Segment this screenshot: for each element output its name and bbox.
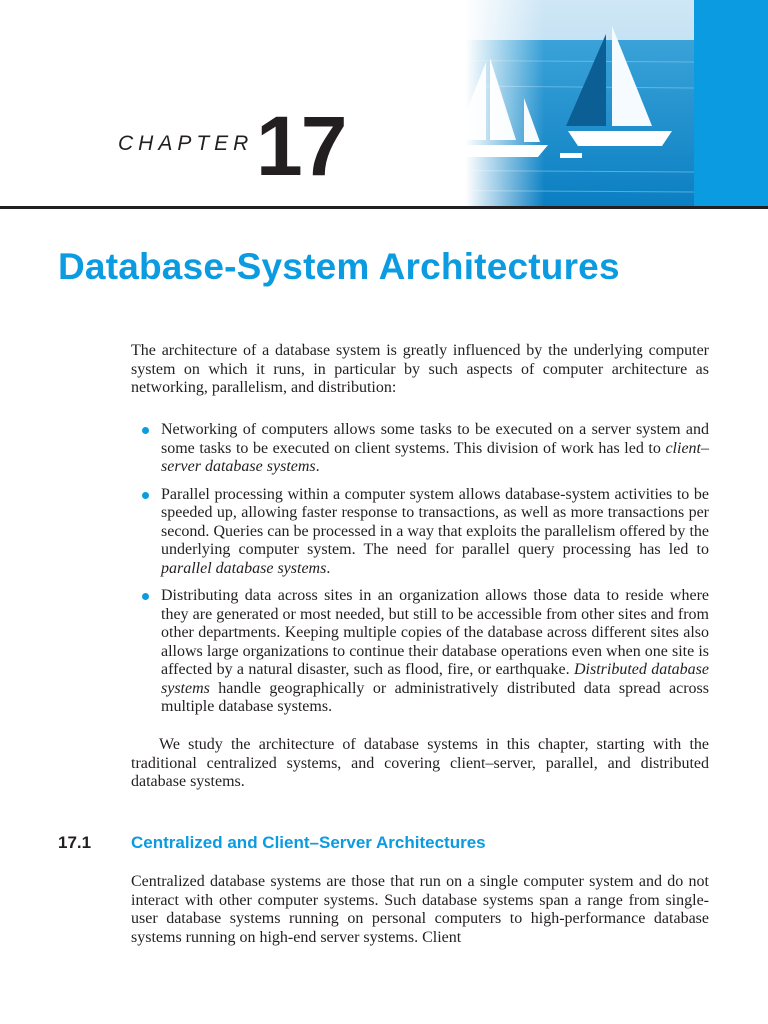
chapter-title: Database-System Architectures: [58, 246, 620, 287]
sailboats-photo: [0, 0, 768, 206]
bullet-text: Parallel processing within a computer system allows database-system activities to be speeded up, allowing faster response to transactions, as well as more transactions per second. Queries can be processed in a way that exploits the parallelism offered by the underlying computer system. The need for parallel query processing has led to: [161, 485, 709, 558]
overview-paragraph: We study the architecture of database systems in this chapter, starting with the traditional centralized systems, and covering client–server, parallel, and distributed database systems.: [131, 736, 709, 790]
bullet-term: Distributed database systems: [161, 661, 709, 697]
chapter-tab-bar: [694, 0, 768, 206]
intro-paragraph: The architecture of a database system is greatly influenced by the underlying computer system on which it runs, in particular by such aspects of computer architecture as networking, parallelism, and distribution:: [131, 342, 709, 396]
header-rule: [0, 206, 768, 209]
bullet-text-end: handle geographically or administratively distributed data spread across multiple database systems.: [161, 679, 709, 715]
chapter-number: 17: [256, 99, 346, 193]
section-title: Centralized and Client–Server Architectures: [131, 833, 486, 852]
section-number: 17.1: [58, 833, 92, 852]
bullet-text-end: .: [315, 458, 320, 475]
bullet-item-distributed: [161, 587, 709, 717]
bullet-text: Networking of computers allows some tasks to be executed on a server system and some tasks to be executed on client systems. This division of work has led to: [161, 421, 709, 457]
chapter-label: CHAPTER: [118, 132, 254, 155]
bullet-list: [161, 421, 709, 726]
bullet-dot-icon: [142, 427, 149, 434]
bullet-text-end: .: [326, 559, 331, 577]
bullet-term: client–server database systems: [161, 439, 709, 475]
bullet-text: Distributing data across sites in an organization allows those data to reside where they are generated or most needed, but still to be accessible from other sites and from other departments. Keeping multiple copies of the database across different sites also allows large organizations to continue their database operations even when one site is affected by a natural disaster, such as flood, fire, or earthquake.: [161, 587, 709, 678]
bullet-dot-icon: [142, 492, 149, 499]
section-paragraph: Centralized database systems are those that run on a single computer system and do not interact with other computer systems. Such database systems span a range from single-user database systems running on personal computers to high-performance database systems running on high-end server systems. Client: [131, 873, 709, 946]
bullet-term: parallel database systems: [161, 559, 327, 577]
bullet-item-networking: [161, 421, 709, 477]
bullet-dot-icon: [142, 593, 149, 600]
bullet-item-parallel: [161, 486, 709, 579]
